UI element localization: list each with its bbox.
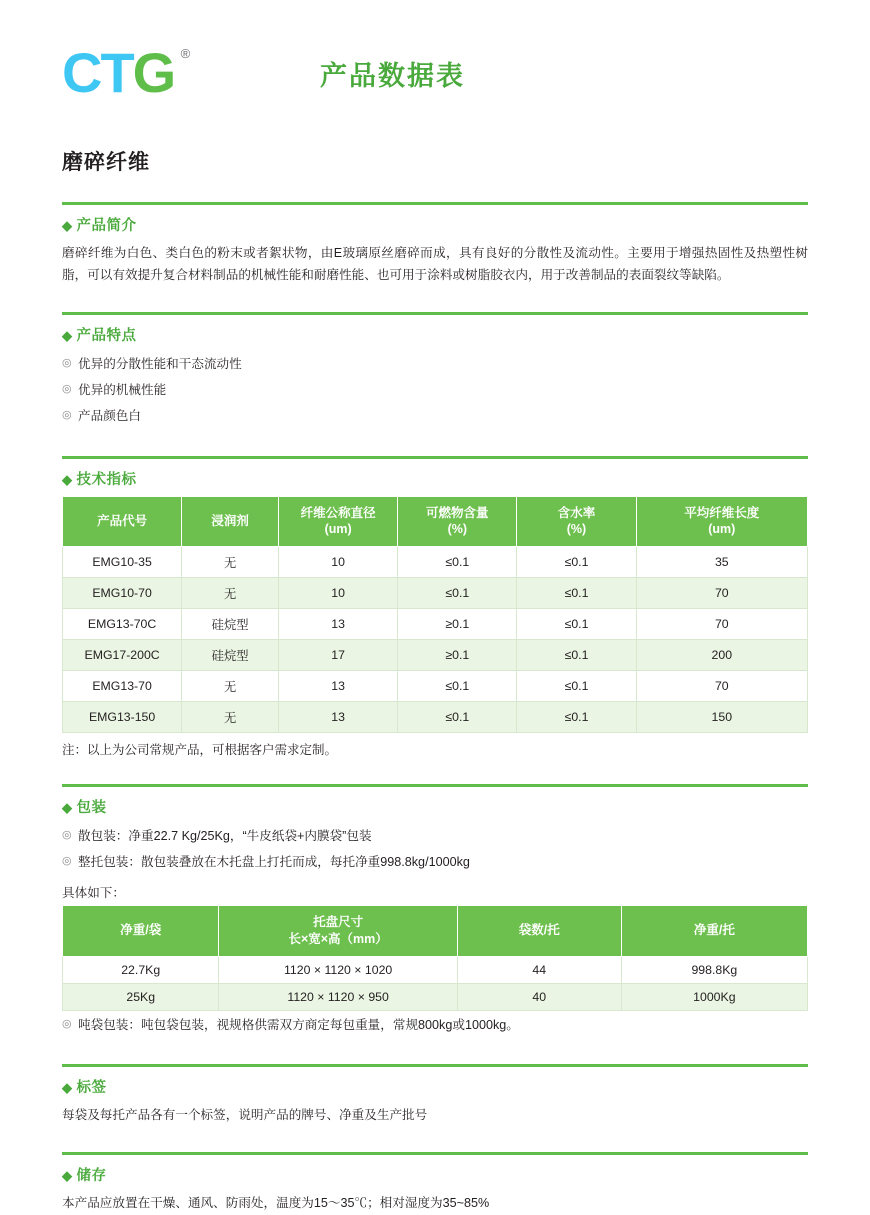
document-title	[250, 54, 870, 93]
column-header: 浸润剂	[182, 496, 279, 547]
label-paragraph: 每袋及每托产品各有一个标签，说明产品的牌号、净重及生产批号	[62, 1108, 428, 1123]
table-cell: ≤0.1	[517, 609, 636, 640]
section-divider-features	[62, 312, 808, 315]
column-header: 纤维公称直径 (um)	[279, 496, 398, 547]
page-header	[0, 0, 870, 118]
section-heading-intro-text: 产品简介	[76, 218, 137, 234]
table-row	[63, 578, 808, 609]
section-heading-intro	[62, 214, 808, 235]
table-cell: 150	[636, 702, 807, 733]
table-cell: 70	[636, 609, 807, 640]
packaging-table	[62, 905, 808, 1011]
table-cell: ≤0.1	[398, 547, 517, 578]
packaging-table-head	[63, 905, 808, 956]
column-header: 袋数/托	[457, 905, 621, 956]
column-header: 产品代号	[63, 496, 182, 547]
table-cell: EMG13-150	[63, 702, 182, 733]
table-row	[63, 609, 808, 640]
table-cell: 70	[636, 578, 807, 609]
section-divider-packaging	[62, 784, 808, 787]
table-cell: 无	[182, 578, 279, 609]
list-item: ◎ 产品颜色白	[62, 404, 808, 430]
table-cell: 10	[279, 578, 398, 609]
table-cell: ≥0.1	[398, 609, 517, 640]
table-row	[63, 671, 808, 702]
table-cell: 200	[636, 640, 807, 671]
table-header-row	[63, 496, 808, 547]
table-cell: EMG10-70	[63, 578, 182, 609]
section-heading-features	[62, 324, 808, 345]
table-row	[63, 640, 808, 671]
section-divider-label	[62, 1064, 808, 1067]
section-heading-packaging	[62, 796, 808, 817]
diamond-icon: ◆	[62, 471, 73, 487]
specs-note: 注：以上为公司常规产品，可根据客户需求定制。	[62, 743, 338, 758]
table-cell: ≤0.1	[398, 671, 517, 702]
table-cell: 无	[182, 671, 279, 702]
table-cell: 44	[457, 956, 621, 983]
section-divider-specs	[62, 456, 808, 459]
table-cell: ≤0.1	[517, 671, 636, 702]
packaging-detail-label: 具体如下：	[62, 885, 125, 900]
diamond-icon: ◆	[62, 800, 73, 816]
table-cell: 998.8Kg	[621, 956, 807, 983]
registered-trademark-icon: ®	[180, 46, 189, 61]
table-cell: 22.7Kg	[63, 956, 219, 983]
list-item: ◎ 优异的分散性能和干态流动性	[62, 352, 808, 378]
list-item: ◎ 整托包装：散包装叠放在木托盘上打托而成，每托净重998.8kg/1000kg	[62, 850, 808, 876]
specs-table-body	[63, 547, 808, 733]
table-cell: 25Kg	[63, 983, 219, 1010]
features-list	[62, 352, 808, 429]
diamond-icon: ◆	[62, 1080, 73, 1096]
table-cell: 35	[636, 547, 807, 578]
section-heading-specs-text: 技术指标	[76, 471, 137, 488]
table-cell: 17	[279, 640, 398, 671]
table-cell: 13	[279, 702, 398, 733]
table-cell: ≤0.1	[517, 547, 636, 578]
table-cell: 40	[457, 983, 621, 1010]
list-item: ◎ 吨袋包装：吨包袋包装，视规格供需双方商定每包重量，常规800kg或1000kg。	[62, 1013, 808, 1039]
table-cell: EMG13-70	[63, 671, 182, 702]
logo-text	[62, 41, 189, 104]
document-content	[0, 202, 870, 1215]
section-heading-label	[62, 1076, 808, 1097]
section-heading-features-text: 产品特点	[76, 328, 137, 345]
column-header: 平均纤维长度 (um)	[636, 496, 807, 547]
diamond-icon: ◆	[62, 218, 73, 233]
company-logo	[0, 41, 250, 104]
document-title-text: 产品数据表	[320, 60, 465, 91]
packaging-footer-list	[62, 1013, 808, 1039]
table-cell: ≤0.1	[398, 702, 517, 733]
section-divider-intro	[62, 202, 808, 205]
table-cell: 13	[279, 671, 398, 702]
intro-paragraph: 磨碎纤维为白色、类白色的粉末或者絮状物，由E玻璃原丝磨碎而成，具有良好的分散性及流动性。主要用于增强热固性及热塑性树脂，可以有效提升复合材料制品的机械性能和耐磨性能、也可用于涂料或树脂胶衣内，用于改善制品的表面裂纹等缺陷。	[62, 246, 808, 283]
table-cell: 1120 × 1120 × 1020	[219, 956, 457, 983]
table-cell: EMG17-200C	[63, 640, 182, 671]
table-cell: ≥0.1	[398, 640, 517, 671]
table-cell: 无	[182, 547, 279, 578]
section-heading-storage	[62, 1164, 808, 1185]
table-cell: 70	[636, 671, 807, 702]
table-cell: EMG13-70C	[63, 609, 182, 640]
table-cell: 硅烷型	[182, 609, 279, 640]
section-heading-label-text: 标签	[76, 1080, 107, 1097]
specs-table	[62, 496, 808, 734]
column-header: 托盘尺寸 长×宽×高（mm）	[219, 905, 457, 956]
logo-letter-g: G	[132, 41, 175, 104]
section-heading-packaging-text: 包装	[76, 800, 107, 817]
packaging-list	[62, 824, 808, 876]
storage-paragraph: 本产品应放置在干燥、通风、防雨处，温度为15～35℃；相对湿度为35~85%	[62, 1196, 490, 1211]
table-cell: 1000Kg	[621, 983, 807, 1010]
section-heading-specs	[62, 468, 808, 489]
list-item: ◎ 散包装：净重22.7 Kg/25Kg，“牛皮纸袋+内膜袋”包装	[62, 824, 808, 850]
section-divider-storage	[62, 1152, 808, 1155]
table-cell: 1120 × 1120 × 950	[219, 983, 457, 1010]
page-title: 磨碎纤维	[62, 151, 150, 174]
column-header: 净重/袋	[63, 905, 219, 956]
diamond-icon: ◆	[62, 1168, 73, 1184]
column-header: 净重/托	[621, 905, 807, 956]
packaging-table-body	[63, 956, 808, 1010]
table-row	[63, 547, 808, 578]
table-row	[63, 702, 808, 733]
table-row	[63, 956, 808, 983]
table-row	[63, 983, 808, 1010]
section-heading-storage-text: 储存	[76, 1168, 107, 1185]
table-cell: 硅烷型	[182, 640, 279, 671]
table-cell: EMG10-35	[63, 547, 182, 578]
column-header: 可燃物含量 (%)	[398, 496, 517, 547]
specs-table-head	[63, 496, 808, 547]
table-cell: ≤0.1	[517, 640, 636, 671]
table-cell: ≤0.1	[517, 702, 636, 733]
table-cell: 无	[182, 702, 279, 733]
column-header: 含水率 (%)	[517, 496, 636, 547]
table-cell: ≤0.1	[398, 578, 517, 609]
diamond-icon: ◆	[62, 328, 73, 344]
table-cell: 13	[279, 609, 398, 640]
table-header-row	[63, 905, 808, 956]
list-item: ◎ 优异的机械性能	[62, 378, 808, 404]
logo-letter-c: C	[62, 41, 101, 104]
logo-letter-t: T	[100, 41, 133, 104]
table-cell: ≤0.1	[517, 578, 636, 609]
table-cell: 10	[279, 547, 398, 578]
